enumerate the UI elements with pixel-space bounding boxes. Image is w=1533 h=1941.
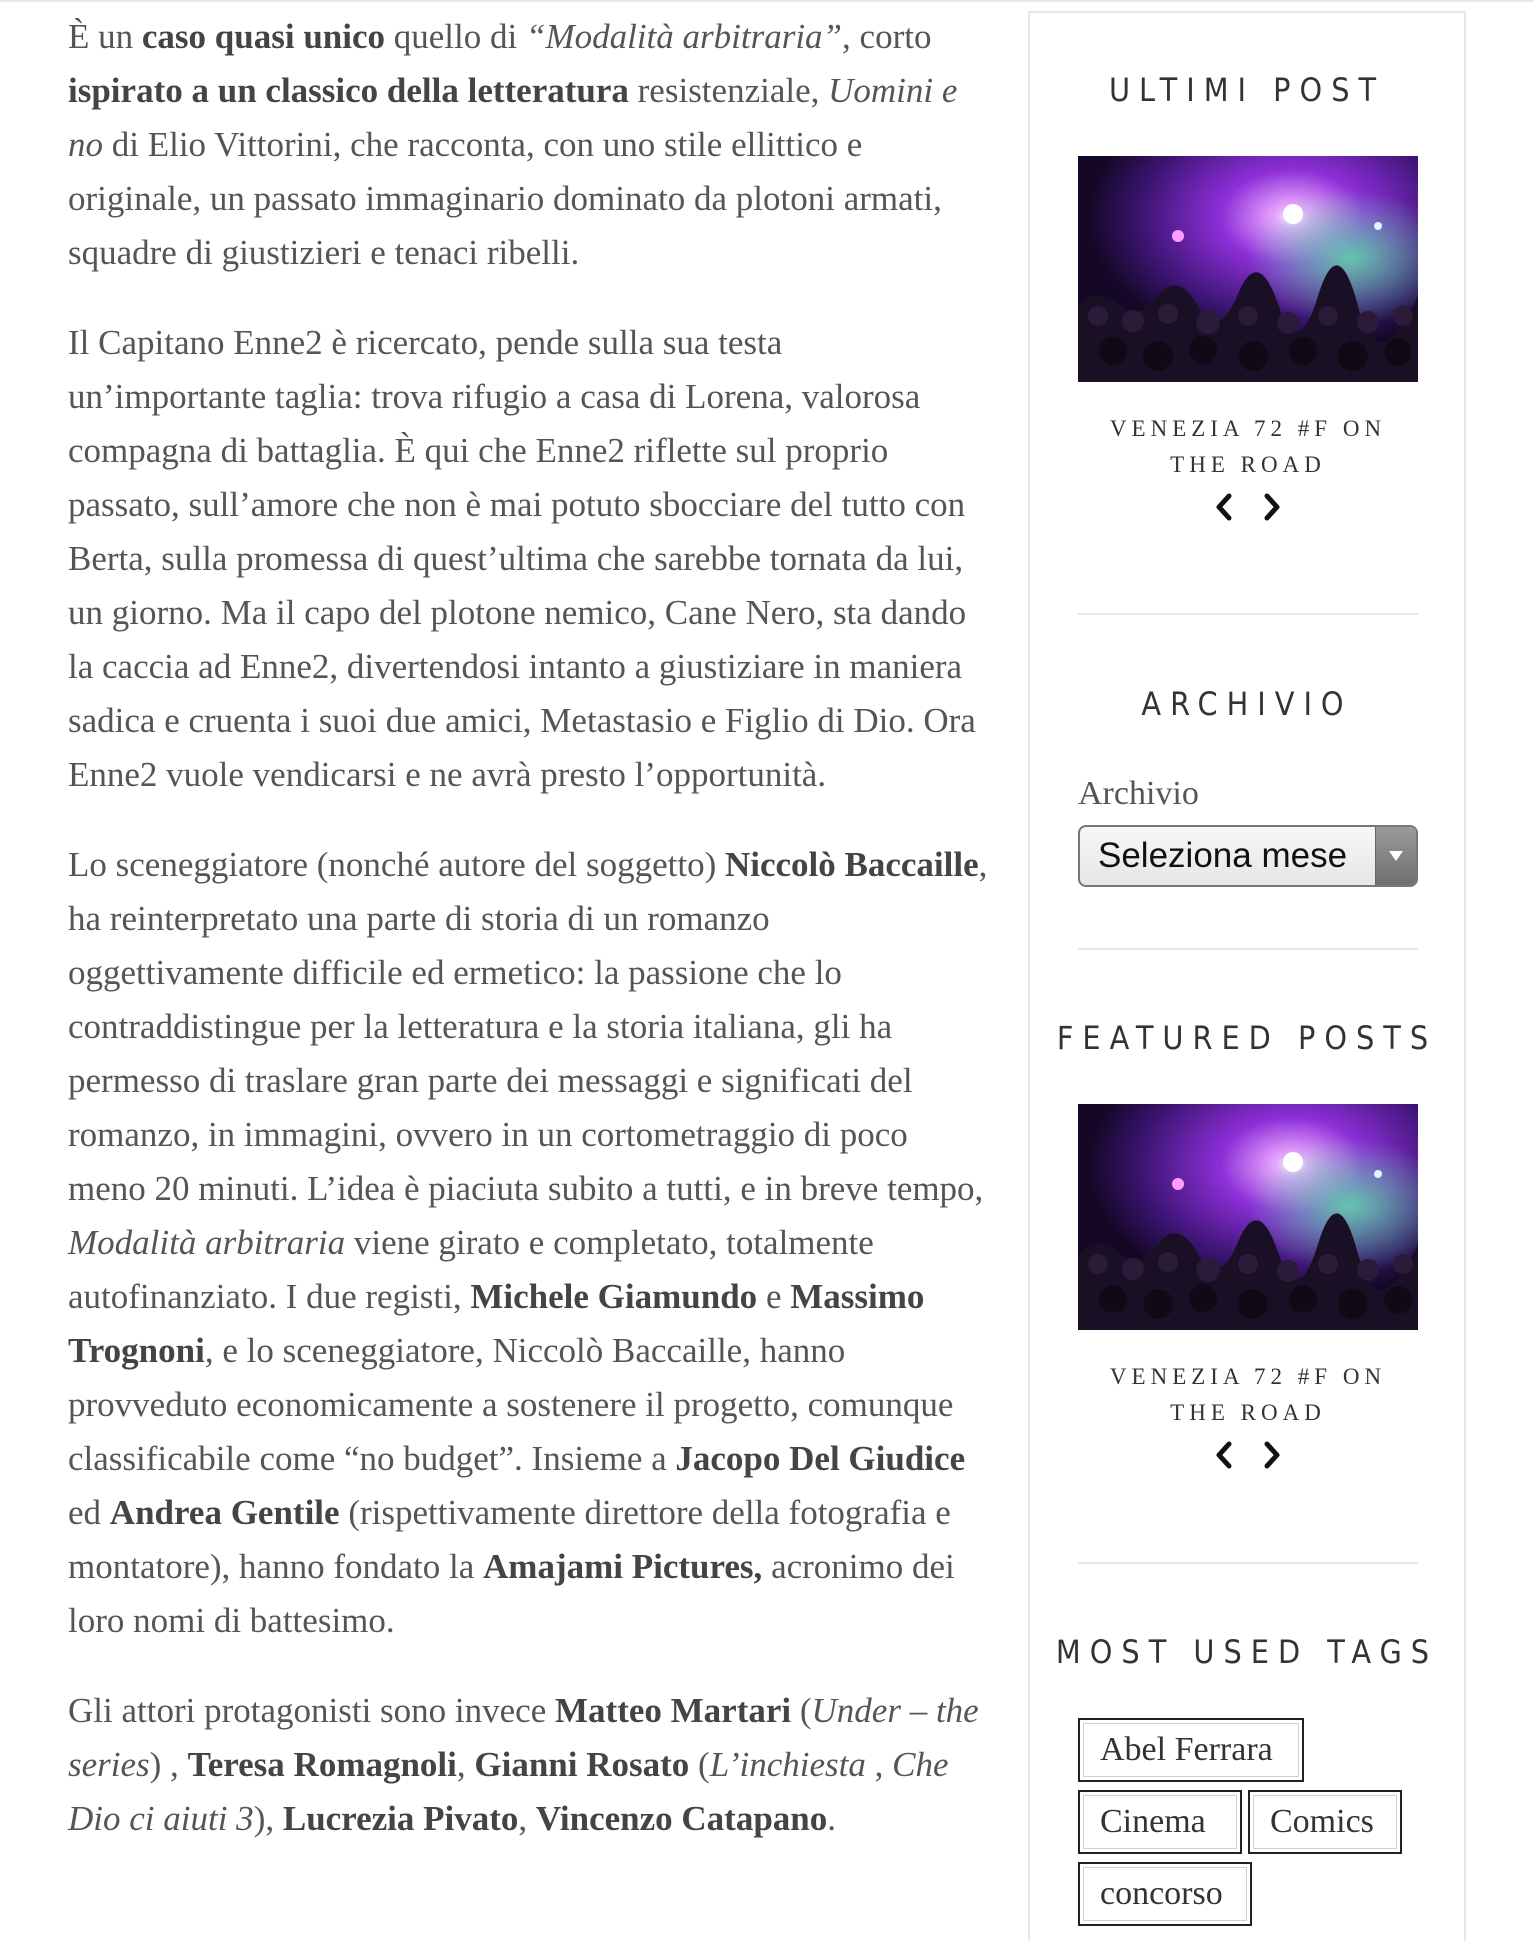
article-paragraph-4: [68, 1684, 988, 1846]
italic-title: L’inchiesta: [709, 1745, 866, 1784]
bold-text: ispirato a un classico della letteratura: [68, 71, 629, 110]
tag-label: Abel Ferrara: [1100, 1731, 1273, 1768]
widget-title-featured-posts: FEATURED POSTS: [1056, 1019, 1438, 1057]
latest-post-title[interactable]: VENEZIA 72 #F ON THE ROAD: [1109, 416, 1387, 477]
bold-text: caso quasi unico: [141, 17, 386, 56]
text: , e lo sceneggiatore, Niccolò Baccaille, hanno provveduto economicamente a sostenere il progetto, comunque classificabile come “no budget”. Insieme a: [68, 1331, 954, 1478]
widget-title-latest-posts: ULTIMI POST: [1108, 71, 1386, 109]
chevron-left-icon[interactable]: [1209, 1435, 1239, 1475]
italic-title: Uomini e no: [68, 71, 958, 164]
concert-image: [1078, 1104, 1418, 1330]
bold-text: Andrea Gentile: [109, 1493, 340, 1532]
text: È un: [68, 17, 142, 56]
bold-text: Gianni Rosato: [474, 1745, 690, 1784]
text: ) ,: [149, 1745, 188, 1784]
text: (: [689, 1745, 710, 1784]
text: ,: [518, 1799, 536, 1838]
tag-concorso[interactable]: [1078, 1862, 1252, 1926]
text: .: [827, 1799, 837, 1838]
bold-text: Amajami Pictures,: [483, 1547, 763, 1586]
bold-text: Massimo Trognoni: [68, 1277, 925, 1370]
italic-title: Modalità arbitraria: [68, 1223, 346, 1262]
bold-text: Matteo Martari: [555, 1691, 792, 1730]
chevron-right-icon[interactable]: [1257, 487, 1287, 527]
text: ),: [253, 1799, 283, 1838]
bold-text: Teresa Romagnoli: [187, 1745, 457, 1784]
text: ,: [456, 1745, 475, 1784]
bold-text: Lucrezia Pivato: [282, 1799, 519, 1838]
chevron-right-icon[interactable]: [1257, 1435, 1287, 1475]
text: Lo sceneggiatore (nonché autore del soggetto): [68, 845, 725, 884]
featured-post-title[interactable]: VENEZIA 72 #F ON THE ROAD: [1109, 1364, 1387, 1425]
tag-cinema[interactable]: [1078, 1790, 1242, 1854]
featured-post-thumbnail[interactable]: [1078, 1104, 1418, 1330]
bold-text: Jacopo Del Giudice: [675, 1439, 966, 1478]
article-body: [68, 10, 988, 1882]
widget-divider: [1078, 948, 1418, 950]
dropdown-arrow-icon[interactable]: [1375, 827, 1416, 885]
text: (rispettivamente direttore della fotografia e montatore), hanno fondato la: [68, 1493, 951, 1586]
widget-title-tags: MOST USED TAGS: [1055, 1633, 1439, 1671]
tag-label: Comics: [1270, 1803, 1374, 1840]
concert-image: [1078, 156, 1418, 382]
italic-title: Under – the series: [68, 1691, 979, 1784]
text: di Elio Vittorini, che racconta, con uno stile ellittico e originale, un passato immaginario dominato da plotoni armati, squadre di giustizieri e tenaci ribelli.: [68, 125, 942, 272]
text: , ha reinterpretato una parte di storia di un romanzo oggettivamente difficile ed ermetico: la passione che lo contraddistingue per la letteratura e la storia italiana, gli ha permesso di traslare gran parte dei messaggi e significati del romanzo, in immagini, ovvero in un cortometraggio di poco meno 20 minuti. L’idea è piaciuta subito a tutti, e in breve tempo,: [68, 845, 988, 1208]
text: quello di: [385, 17, 526, 56]
bold-text: Vincenzo Catapano: [535, 1799, 828, 1838]
widget-divider: [1078, 613, 1418, 615]
top-border: [0, 0, 1533, 2]
article-paragraph-3: [68, 838, 988, 1648]
latest-post-nav: [1078, 487, 1418, 527]
text: ,: [865, 1745, 893, 1784]
archive-month-select[interactable]: [1078, 825, 1418, 887]
bold-text: Niccolò Baccaille: [724, 845, 979, 884]
text: , corto: [842, 17, 932, 56]
chevron-left-icon[interactable]: [1209, 487, 1239, 527]
archive-label: Archivio: [1078, 775, 1199, 812]
text: resistenziale,: [628, 71, 829, 110]
text: e: [757, 1277, 791, 1316]
latest-post-thumbnail[interactable]: [1078, 156, 1418, 382]
text: Gli attori protagonisti sono invece: [68, 1691, 555, 1730]
tag-comics[interactable]: [1248, 1790, 1402, 1854]
bold-text: Michele Giamundo: [470, 1277, 758, 1316]
widget-divider: [1078, 1562, 1418, 1564]
italic-title: “Modalità arbitraria”: [525, 17, 843, 56]
tag-label: concorso: [1100, 1875, 1223, 1912]
featured-post-nav: [1078, 1435, 1418, 1475]
text: (: [791, 1691, 812, 1730]
tag-label: Cinema: [1100, 1803, 1206, 1840]
widget-title-archive: ARCHIVIO: [1141, 685, 1353, 723]
archive-select-value: Seleziona mese: [1098, 836, 1348, 875]
text: ed: [68, 1493, 110, 1532]
italic-title: Che Dio ci aiuti 3: [68, 1745, 949, 1838]
tag-abel-ferrara[interactable]: [1078, 1718, 1304, 1782]
sidebar: [1028, 11, 1466, 1941]
article-paragraph-2: Il Capitano Enne2 è ricercato, pende sulla sua testa un’importante taglia: trova rifugio a casa di Lorena, valorosa compagna di battaglia. È qui che Enne2 riflette sul proprio passato, sull’amore che non è mai potuto sbocciare del tutto con Berta, sulla promessa di quest’ultima che sarebbe tornata da lui, un giorno. Ma il capo del plotone nemico, Cane Nero, sta dando la caccia ad Enne2, divertendosi intanto a giustiziare in maniera sadica e cruenta i suoi due amici, Metastasio e Figlio di Dio. Ora Enne2 vuole vendicarsi e ne avrà presto l’opportunità.: [68, 323, 976, 794]
article-paragraph-1: [68, 10, 988, 280]
text: viene girato e completato, totalmente autofinanziato. I due registi,: [68, 1223, 874, 1316]
text: acronimo dei loro nomi di battesimo.: [68, 1547, 955, 1640]
